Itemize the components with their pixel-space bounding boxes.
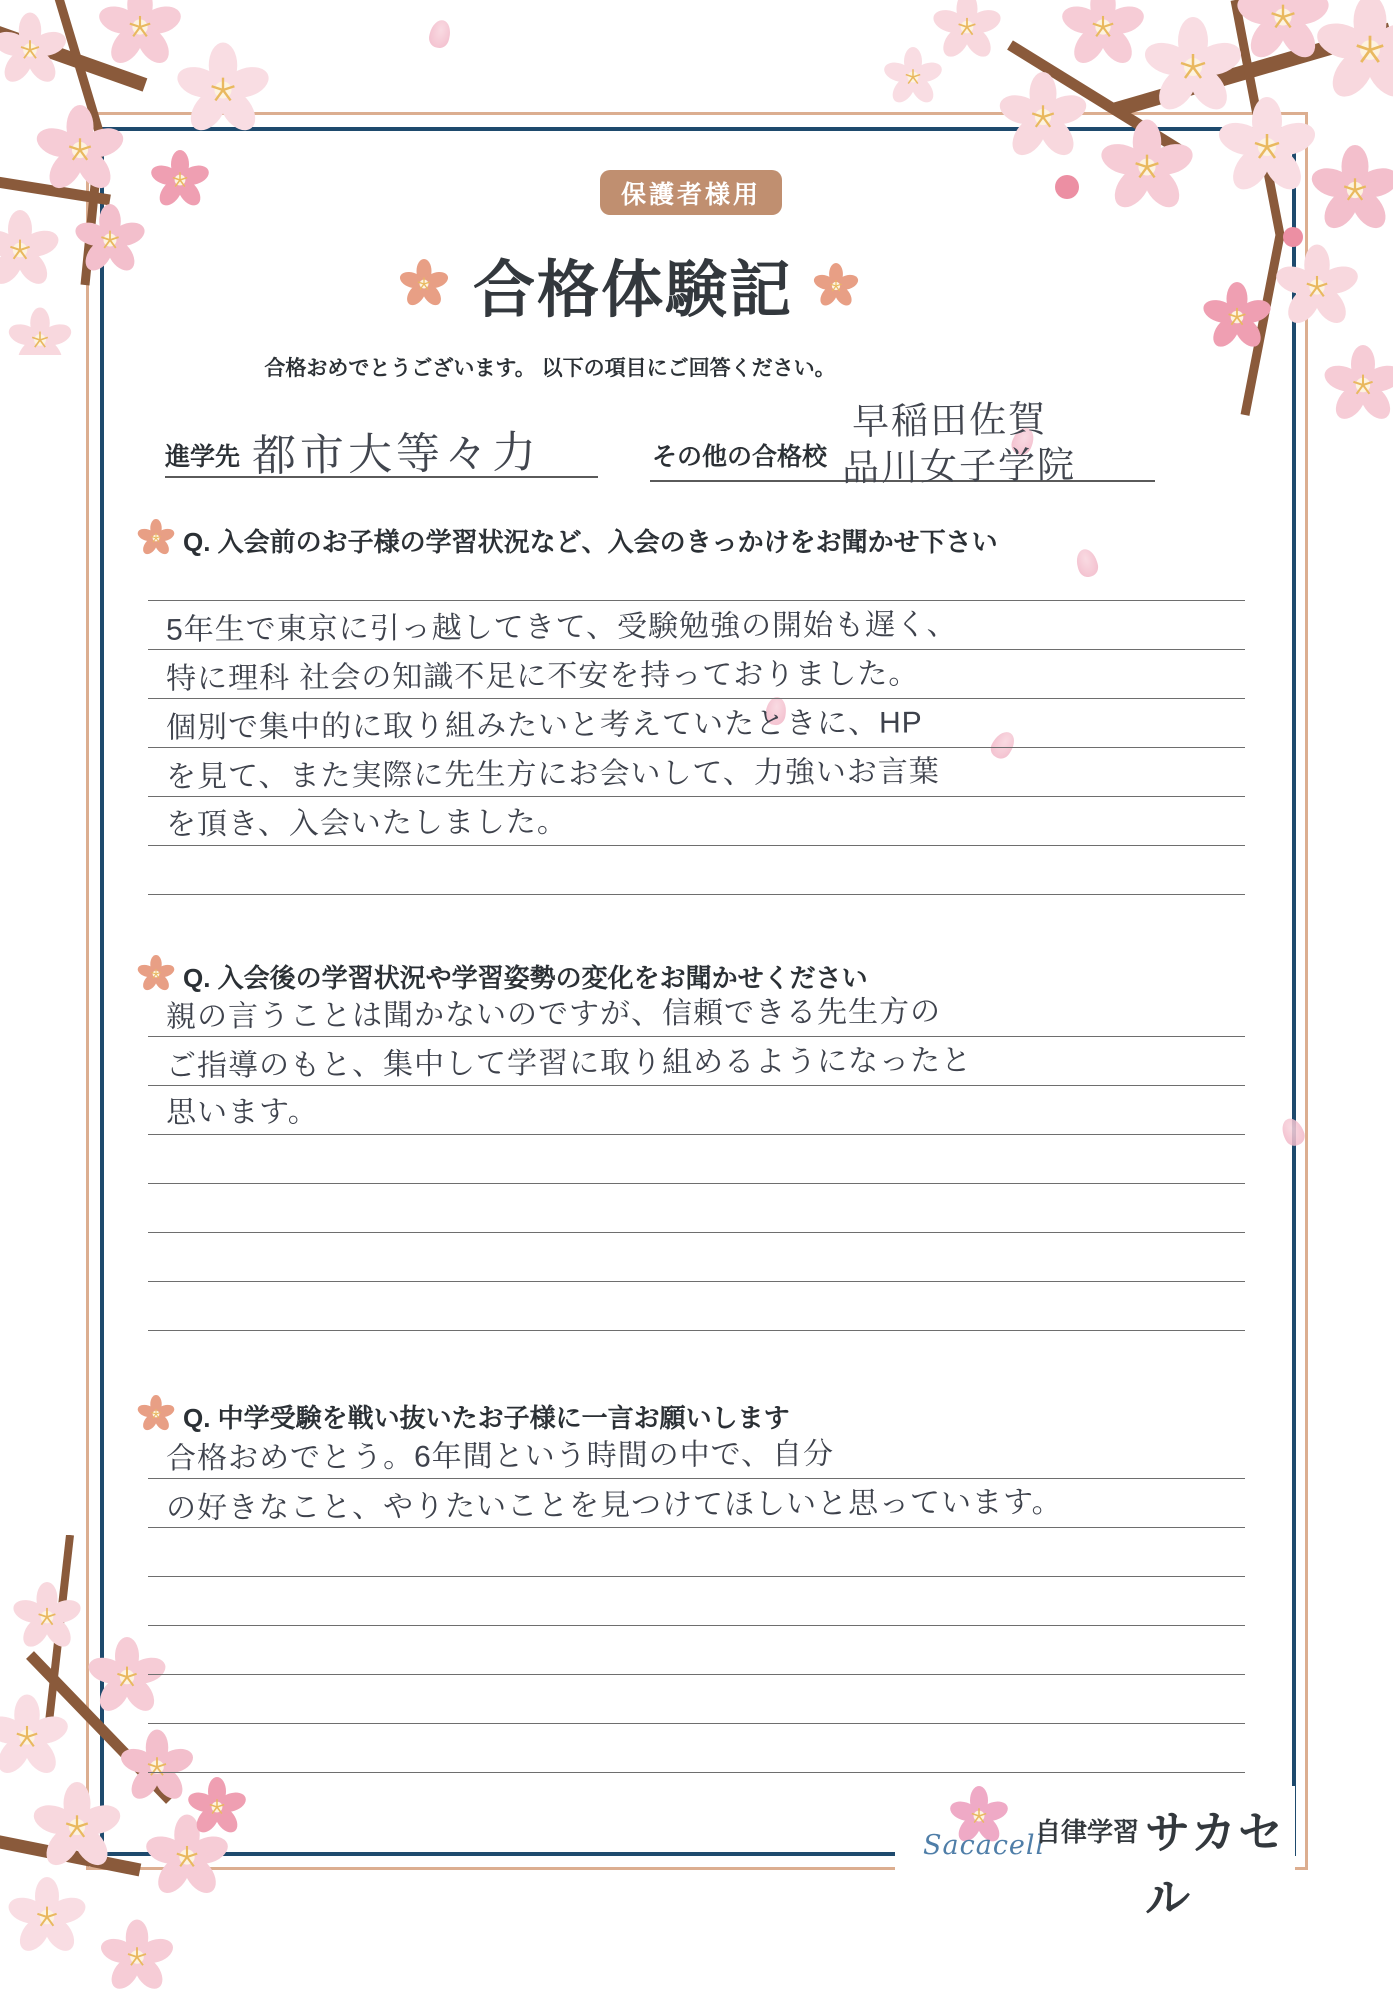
answer-line: [148, 1626, 1245, 1675]
petal-icon: [427, 18, 453, 50]
answer-line: [148, 1135, 1245, 1184]
question-3-answer-block: [148, 1430, 1245, 1773]
answer-line: [148, 1675, 1245, 1724]
answer-line: [148, 1724, 1245, 1773]
answer-line: 合格おめでとう。6年間という時間の中で、自分: [148, 1430, 1245, 1479]
answer-line: の好きなこと、やりたいことを見つけてほしいと思っています。: [148, 1479, 1245, 1528]
answer-line: [148, 1282, 1245, 1331]
answer-line: 特に理科 社会の知識不足に不安を持っておりました。: [148, 650, 1245, 699]
answer-line: 親の言うことは聞かないのですが、信頼できる先生方の: [148, 988, 1245, 1037]
answer-line: [148, 1233, 1245, 1282]
audience-badge: 保護者様用: [600, 170, 782, 215]
question-3-label: Q. 中学受験を戦い抜いたお子様に一言お願いします: [183, 1403, 790, 1433]
destination-label: 進学先: [165, 443, 241, 471]
answer-line: 5年生で東京に引っ越してきて、受験勉強の開始も遅く、: [148, 601, 1245, 650]
logo-script-name: Sacacell: [923, 1830, 1046, 1861]
answer-line: [148, 1528, 1245, 1577]
question-2-label: Q. 入会後の学習状況や学習姿勢の変化をお聞かせください: [183, 963, 868, 993]
title-sakura-right-icon: [812, 262, 860, 310]
answer-line: を頂き、入会いたしました。: [148, 797, 1245, 846]
question-2-answer-block: [148, 988, 1245, 1331]
other-schools-value-line1: 早稲田佐賀: [851, 398, 1048, 443]
page-title: 合格体験記: [472, 256, 793, 325]
page-subtitle: 合格おめでとうございます。 以下の項目にご回答ください。: [264, 357, 836, 380]
footer-logo: [895, 1786, 1295, 1923]
answer-line: 思います。: [148, 1086, 1245, 1135]
answer-line: [148, 1184, 1245, 1233]
answer-line: [148, 846, 1245, 895]
answer-line: [148, 552, 1245, 601]
title-sakura-left-icon: [398, 258, 450, 310]
logo-subtitle: 自律学習: [1035, 1817, 1140, 1847]
destination-value: 都市大等々力: [251, 427, 541, 482]
answer-line: を見て、また実際に先生方にお会いして、力強いお言葉: [148, 748, 1245, 797]
question-1-label: Q. 入会前のお子様の学習状況など、入会のきっかけをお聞かせ下さい: [183, 527, 998, 557]
logo-name: サカセル: [1145, 1807, 1286, 1923]
answer-line: ご指導のもと、集中して学習に取り組めるようになったと: [148, 1037, 1245, 1086]
other-schools-label: その他の合格校: [652, 443, 828, 471]
answer-line: [148, 1577, 1245, 1626]
answer-line: 個別で集中的に取り組みたいと考えていたときに、HP: [148, 699, 1245, 748]
other-schools-value-line2: 品川女子学院: [841, 444, 1077, 489]
question-1-answer-block: [148, 552, 1245, 895]
